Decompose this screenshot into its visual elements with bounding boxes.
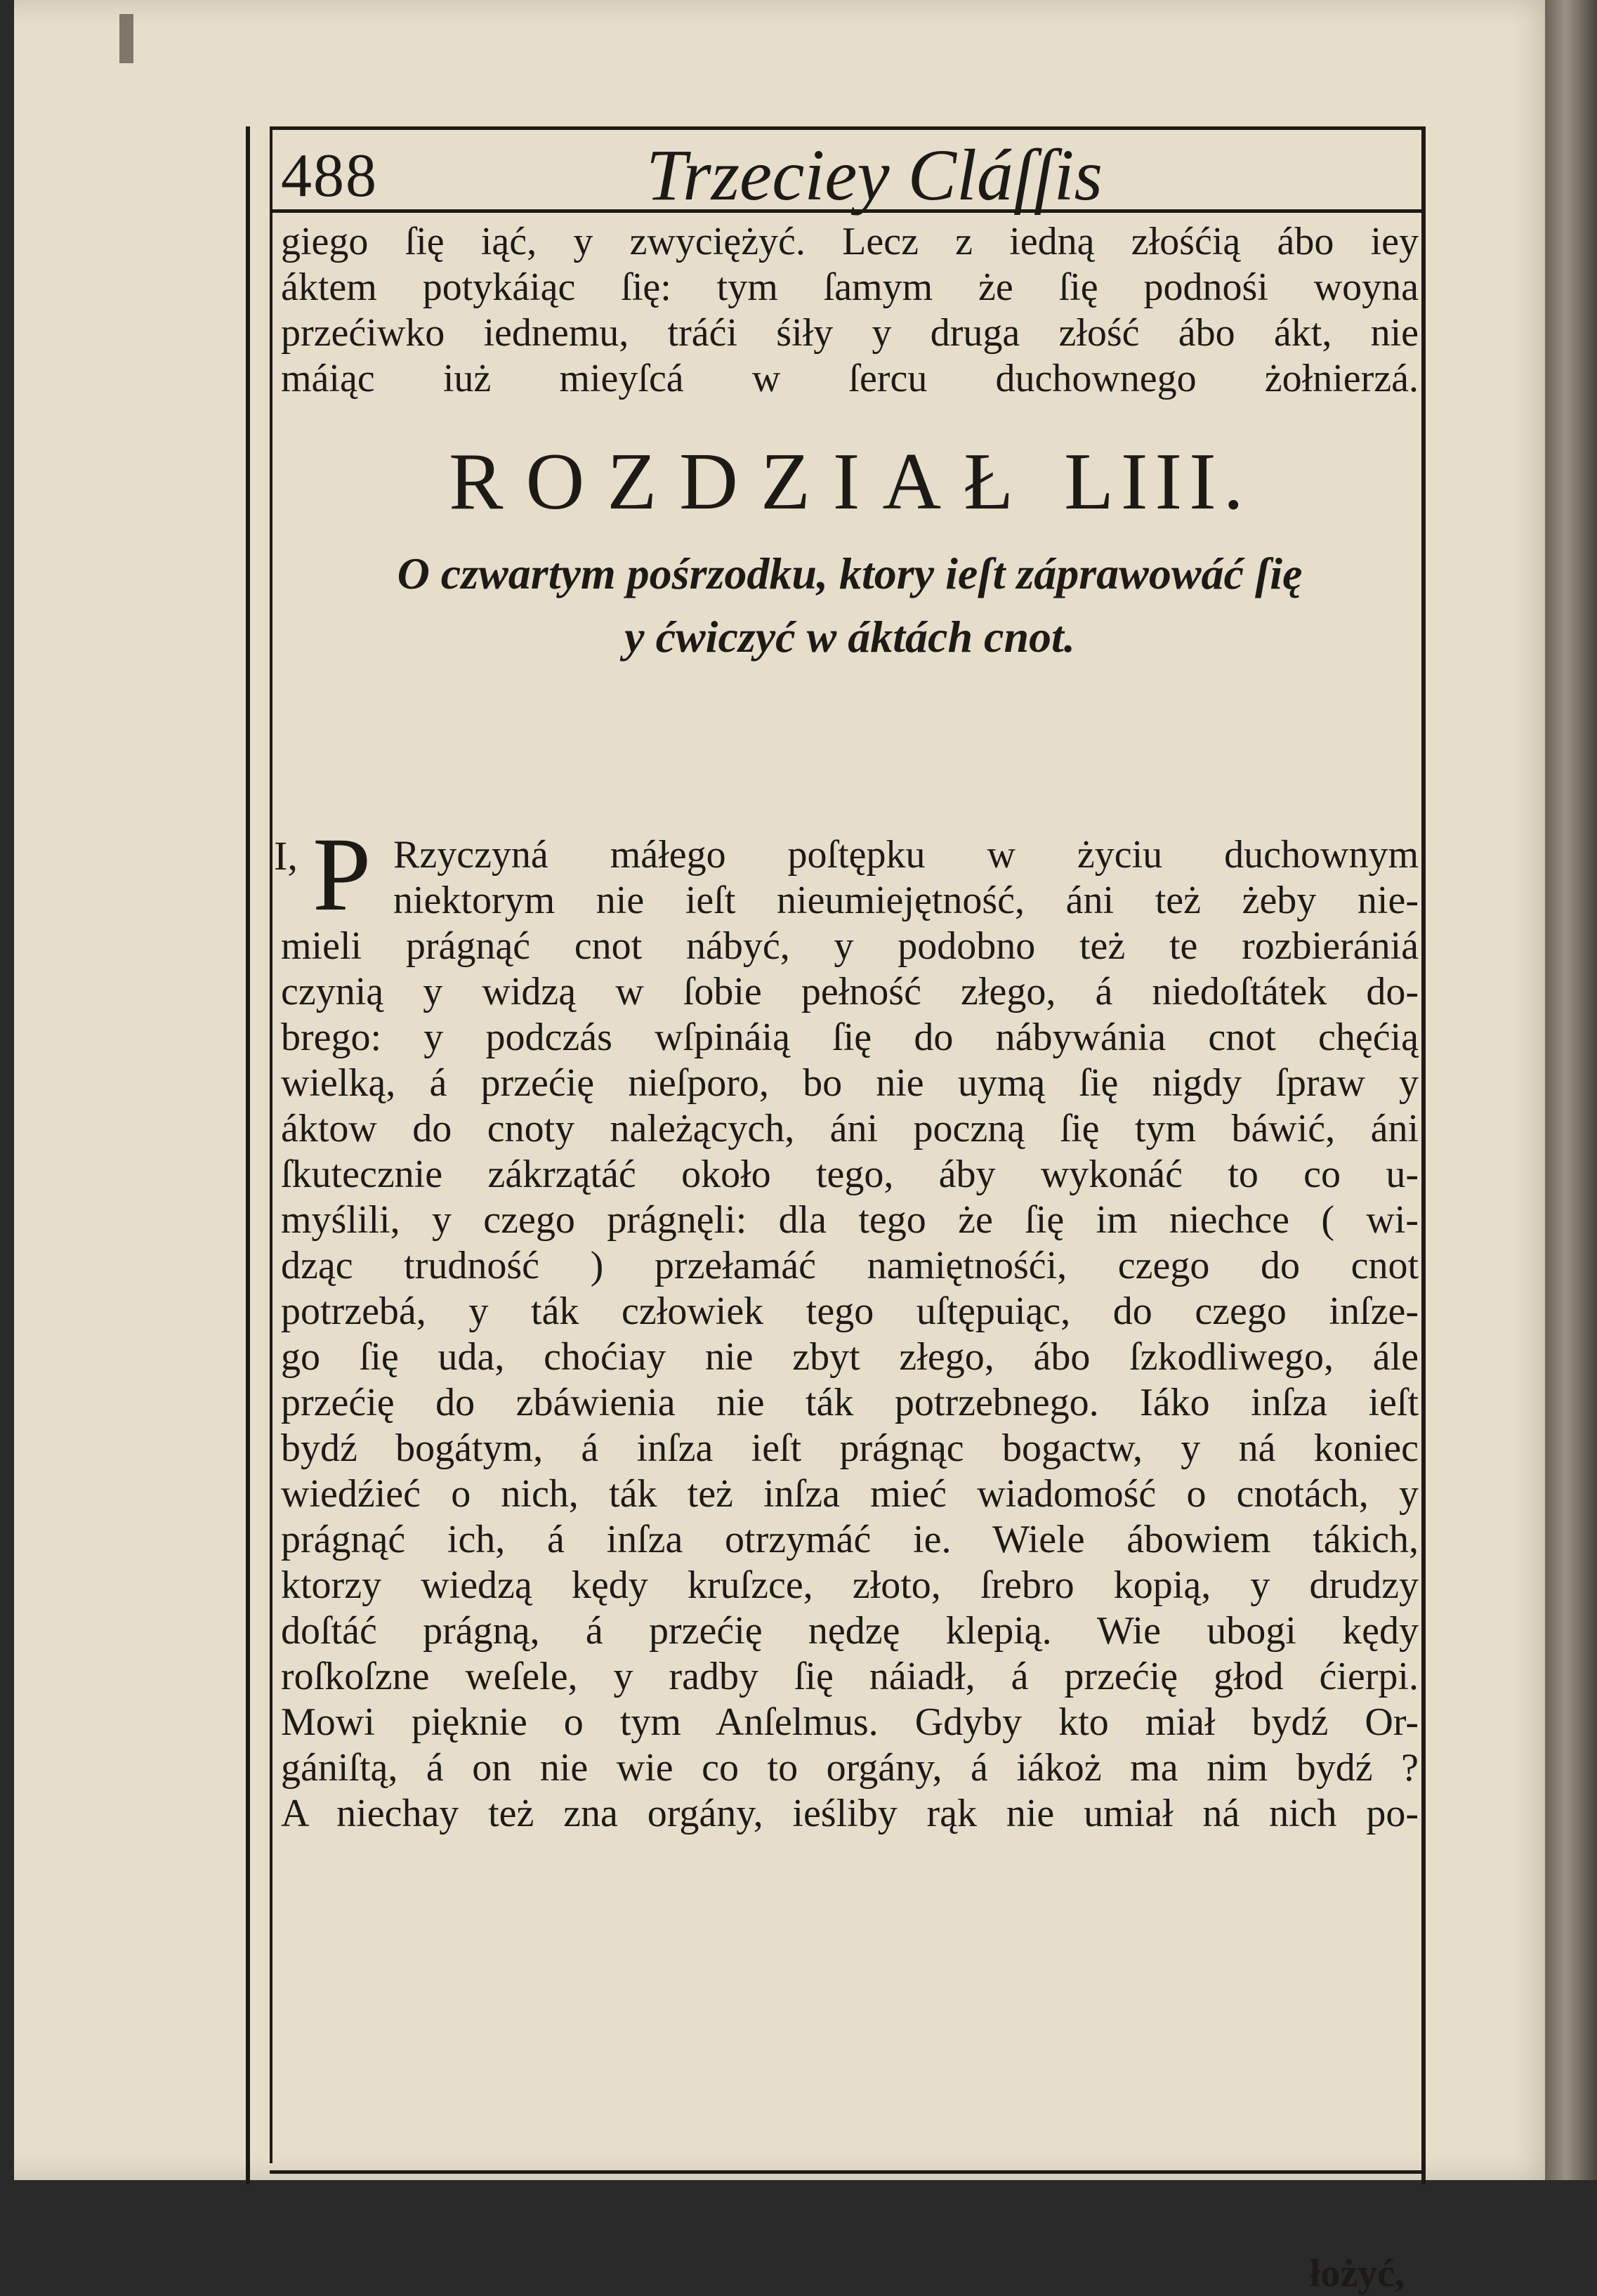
text-line: wielką, á przećię nieſporo, bo nie uymą ſię nigdy ſpraw y xyxy=(281,1061,1419,1105)
printed-frame xyxy=(246,126,1426,2295)
text-line: A niechay też zna orgány, ieśliby rąk nie umiał ná nich po- xyxy=(281,1792,1419,1835)
chapter-heading xyxy=(274,435,1426,529)
book-gutter xyxy=(1545,0,1597,2180)
text-line: go ſię uda, choćiay nie zbyt złego, ábo ſzkodliwego, ále xyxy=(281,1335,1419,1379)
text-line: Mowi pięknie o tym Anſelmus. Gdyby kto miał bydź Or- xyxy=(281,1700,1419,1744)
page-number: 488 xyxy=(281,142,378,210)
text-line: Rzyczyná máłego poſtępku w życiu duchownym xyxy=(393,833,1419,877)
drop-cap: P xyxy=(313,816,372,933)
frame-rule-left xyxy=(246,126,250,2184)
section-paragraph xyxy=(281,832,1419,1837)
ink-blot xyxy=(119,14,133,63)
text-line: wiedźieć o nich, ták też inſza mieć wiadomość o cnotách, y xyxy=(281,1472,1419,1516)
text-line: przećiwko iednemu, tráći śiły y druga złość ábo ákt, nie xyxy=(281,311,1419,355)
text-line: ktorzy wiedzą kędy kruſzce, złoto, ſrebro kopią, y drudzy xyxy=(281,1563,1419,1607)
text-line: ſkutecznie zákrzątáć około tego, áby wykonáć to co u- xyxy=(281,1153,1419,1196)
frame-rule-inner-left xyxy=(270,126,272,2163)
section-number: I, xyxy=(274,833,298,879)
text-line: przećię do zbáwienia nie ták potrzebnego. Iáko inſza ieſt xyxy=(281,1381,1419,1424)
catchword: łożyć, xyxy=(1309,2252,1405,2295)
book-page xyxy=(14,0,1559,2295)
text-line: mieli prágnąć cnot nábyć, y podobno też te rozbierániá xyxy=(281,924,1419,968)
page-header xyxy=(274,133,1419,216)
text-line: prágnąć ich, á inſza otrzymáć ie. Wiele ábowiem tákich, xyxy=(281,1518,1419,1561)
frame-rule-bottom xyxy=(270,2170,1426,2174)
text-line: potrzebá, y ták człowiek tego uſtępuiąc, do czego inſze- xyxy=(281,1290,1419,1333)
text-line: roſkoſzne weſele, y radby ſię náiadł, á przećię głod ćierpi. xyxy=(281,1655,1419,1698)
text-line: brego: y podczás wſpináią ſię do nábywánia cnot chęćią xyxy=(281,1016,1419,1059)
frame-rule-top xyxy=(270,126,1426,130)
text-line: áktem potykáiąc ſię: tym ſamym że ſię podnośi woyna xyxy=(281,265,1419,309)
text-line: máiąc iuż mieyſcá w ſercu duchownego żołnierzá. xyxy=(281,357,1419,400)
text-line: bydź bogátym, á inſza ieſt prágnąc bogactw, y ná koniec xyxy=(281,1426,1419,1470)
text-line: giego ſię iąć, y zwyciężyć. Lecz z iedną złośćią ábo iey xyxy=(281,220,1419,263)
chapter-title: ROZDZIAŁ xyxy=(449,437,1037,527)
text-line: doſtáć prágną, á przećię nędzę klepią. Wie ubogi kędy xyxy=(281,1609,1419,1653)
chapter-subtitle-line-1: O czwartym pośrzodku, ktory ieſt záprawowáć ſię xyxy=(397,549,1303,598)
chapter-number: LIII. xyxy=(1064,437,1251,527)
text-line: czynią y widzą w ſobie pełność złego, á niedoſtátek do- xyxy=(281,970,1419,1013)
chapter-subtitle-line-2: y ćwiczyć w áktách cnot. xyxy=(624,612,1075,662)
text-line: gániſtą, á on nie wie co to orgány, á iákoż ma nim bydź ? xyxy=(281,1746,1419,1790)
text-line: myślili, y czego prágnęli: dla tego że ſię im niechce ( wi- xyxy=(281,1198,1419,1242)
text-line: áktow do cnoty należących, áni poczną ſię tym báwić, áni xyxy=(281,1107,1419,1150)
running-title: Trzeciey Cláſſis xyxy=(646,135,1103,216)
text-line: dząc trudność ) przełamáć namiętnośći, czego do cnot xyxy=(281,1244,1419,1287)
text-line: niektorym nie ieſt nieumiejętność, áni też żeby nie- xyxy=(393,879,1419,922)
intro-paragraph xyxy=(281,219,1419,402)
